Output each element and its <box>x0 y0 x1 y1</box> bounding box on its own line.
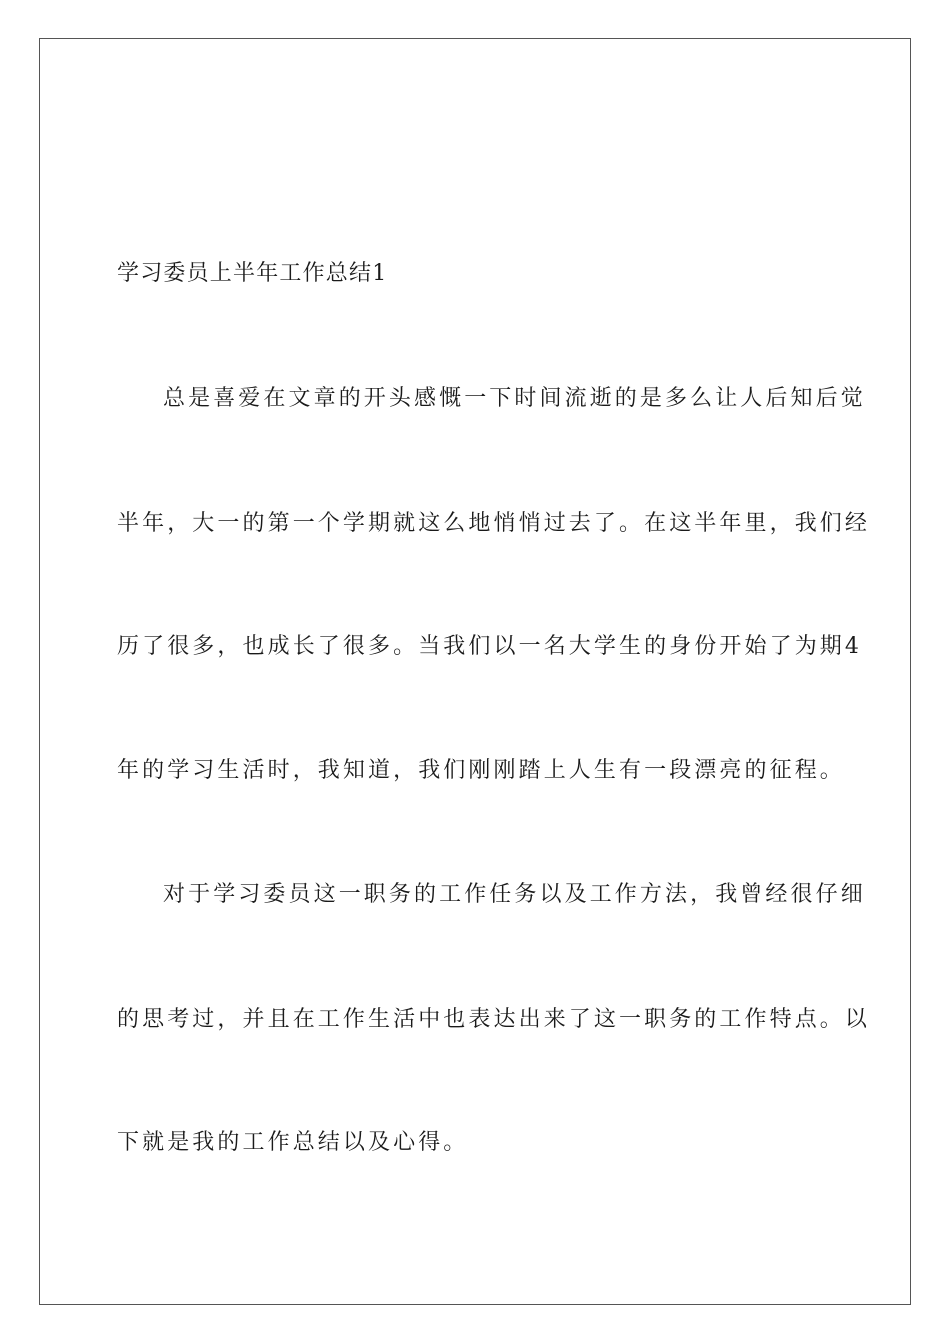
paragraph-1-line-2: 半年，大一的第一个学期就这么地悄悄过去了。在这半年里，我们经 <box>117 511 871 536</box>
document-title: 学习委员上半年工作总结1 <box>117 261 388 286</box>
paragraph-1-line-3: 历了很多，也成长了很多。当我们以一名大学生的身份开始了为期4 <box>117 634 862 659</box>
paragraph-2-line-1: 对于学习委员这一职务的工作任务以及工作方法，我曾经很仔细 <box>163 882 866 907</box>
paragraph-1-line-1: 总是喜爱在文章的开头感慨一下时间流逝的是多么让人后知后觉 <box>163 386 866 411</box>
paragraph-2-line-3: 下就是我的工作总结以及心得。 <box>117 1130 469 1155</box>
page-border <box>39 38 911 1305</box>
paragraph-1-line-4: 年的学习生活时，我知道，我们刚刚踏上人生有一段漂亮的征程。 <box>117 758 845 783</box>
paragraph-2-line-2: 的思考过，并且在工作生活中也表达出来了这一职务的工作特点。以 <box>117 1007 871 1032</box>
